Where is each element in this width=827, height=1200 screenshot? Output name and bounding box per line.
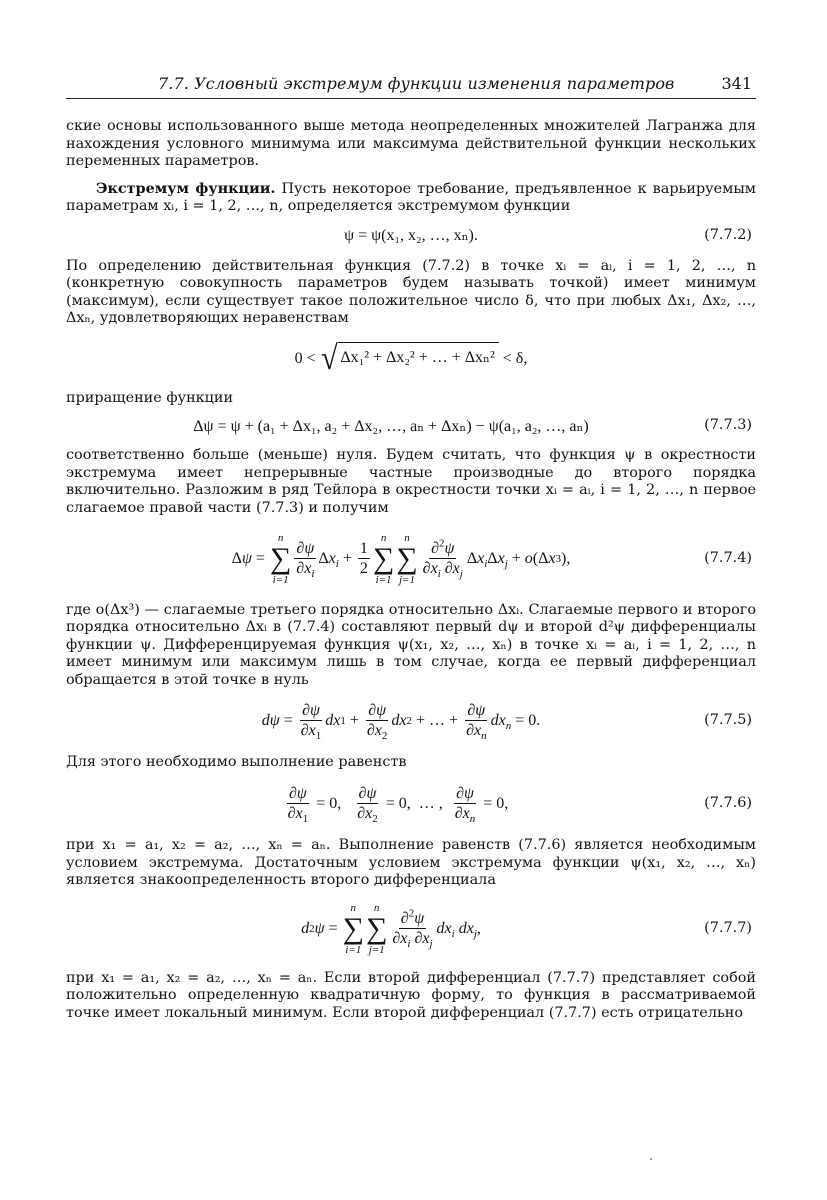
paragraph-extremum-definition xyxy=(66,180,756,216)
paragraph-6: где o(Δx³) — слагаемые третьего порядка относительно Δxᵢ. Слагаемые первого и второго порядка относительно Δxᵢ в (7.7.4) составляют первый dψ и второй d²ψ дифференциалы функции ψ. Дифференцируемая функция ψ(x₁, x₂, …, xₙ) в точке xᵢ = aᵢ, i = 1, 2, …, n имеет минимум или максимум лишь в том случае, когда ее первый дифференциал обращается в этой точке в нуль xyxy=(66,601,756,688)
inequality-left: 0 < xyxy=(294,350,316,368)
scan-speck xyxy=(650,1158,652,1160)
paragraph-5: соответственно больше (меньше) нуля. Будем считать, что функция ψ в окрестности экстремума имеет непрерывные частные производные до второго порядка включительно. Разложим в ряд Тейлора в окрестности точки xᵢ = aᵢ, i = 1, 2, …, n первое слагаемое правой части (7.7.3) и получим xyxy=(66,447,756,516)
page-body xyxy=(66,118,756,1023)
equation-7-7-2-body: ψ = ψ(x₁, x₂, …, xₙ). xyxy=(344,226,478,244)
equation-number: (7.7.3) xyxy=(704,417,752,434)
square-root xyxy=(320,339,499,377)
equation-7-7-2 xyxy=(66,227,756,245)
radical-sign-icon: √ xyxy=(320,339,338,377)
paragraph-1: ские основы использованного выше метода неопределенных множителей Лагранжа для нахождения условного минимума или максимума действительной функции нескольких переменных параметров. xyxy=(66,118,756,170)
paragraph-9: при x₁ = a₁, x₂ = a₂, …, xₙ = aₙ. Если второй дифференциал (7.7.7) представляет собой положительно определенную квадратичную форму, то функция в рассматриваемой точке имеет локальный минимум. Если второй дифференциал (7.7.7) есть отрицательно xyxy=(66,969,756,1022)
equation-7-7-7-body: d 2 ψ = n ∑ i=1 n ∑ j=1 $\frac{\partial^2\psi}{\partial x_i \partial x_j}$ $dx_i$ $dx_j$ , xyxy=(301,901,481,956)
section-run-in-heading: Экстремум функции. xyxy=(96,179,276,197)
equation-7-7-5 xyxy=(66,701,756,743)
paragraph-3: По определению действительная функция (7.7.2) в точке xᵢ = aᵢ, i = 1, 2, …, n (конкретную совокупность параметров будем называть точкой) имеет минимум (максимум), если существует такое положительное число δ, что при любых Δx₁, Δx₂, …, Δxₙ, удовлетворяющих неравенствам xyxy=(66,257,756,327)
equation-7-7-4 xyxy=(66,532,756,586)
paragraph-7: Для этого необходимо выполнение равенств xyxy=(66,754,407,771)
equation-number: (7.7.4) xyxy=(704,549,752,566)
radicand: Δx₁² + Δx₂² + … + Δxₙ² xyxy=(338,342,498,376)
equation-number: (7.7.6) xyxy=(704,794,752,811)
page-number: 341 xyxy=(721,74,752,93)
running-header xyxy=(66,74,756,99)
equation-7-7-6-body: $\frac{\partial\psi}{\partial x_1}$ = 0, $\frac{\partial\psi}{\partial x_2}$ = 0, … , $\frac{\partial\psi}{\partial x_n}$ = 0, xyxy=(287,785,509,826)
equation-number: (7.7.5) xyxy=(704,712,752,729)
equation-7-7-4-body: Δ ψ = n ∑ i=1 $\frac{\partial\psi}{\partial x_i}$ Δ $x_i$ + $\frac{1}{2}$ n ∑ i=1 n ∑ j=1 $\frac{\partial^2\psi}{\partial x_i \partial x_j}$ Δ $x_i$ Δ $x_j$ + o (Δ x 3 ), xyxy=(231,531,571,586)
equation-7-7-5-body: dψ = $\frac{\partial\psi}{\partial x_1}$ dx 1 + $\frac{\partial\psi}{\partial x_2}$ dx 2 + … + $\frac{\partial\psi}{\partial x_n}$ $dx_n$ = 0. xyxy=(261,702,541,743)
paragraph-8: при x₁ = a₁, x₂ = a₂, …, xₙ = aₙ. Выполнение равенств (7.7.6) является необходимым условием экстремума. Достаточным условием экстремума функции ψ(x₁, x₂, …, xₙ) является знакоопределенность второго дифференциала xyxy=(66,837,756,889)
inequality-right: < δ, xyxy=(502,350,528,368)
inequality-formula xyxy=(66,339,756,377)
paragraph-4: приращение функции xyxy=(66,389,234,406)
equation-7-7-6 xyxy=(66,784,756,826)
equation-number: (7.7.7) xyxy=(704,920,752,937)
running-title: 7.7. Условный экстремум функции изменения параметров xyxy=(158,74,675,93)
equation-7-7-3-body: Δψ = ψ + (a₁ + Δx₁, a₂ + Δx₂, …, aₙ + Δxₙ) − ψ(a₁, a₂, …, aₙ) xyxy=(193,417,589,435)
equation-7-7-3 xyxy=(66,418,756,436)
equation-number: (7.7.2) xyxy=(704,226,752,243)
paragraph-2-text: Пусть некоторое требование, предъявленное к варьируемым параметрам xᵢ, i = 1, 2, …, n, определяется экстремумом функции xyxy=(66,180,756,215)
equation-7-7-7 xyxy=(66,902,756,956)
